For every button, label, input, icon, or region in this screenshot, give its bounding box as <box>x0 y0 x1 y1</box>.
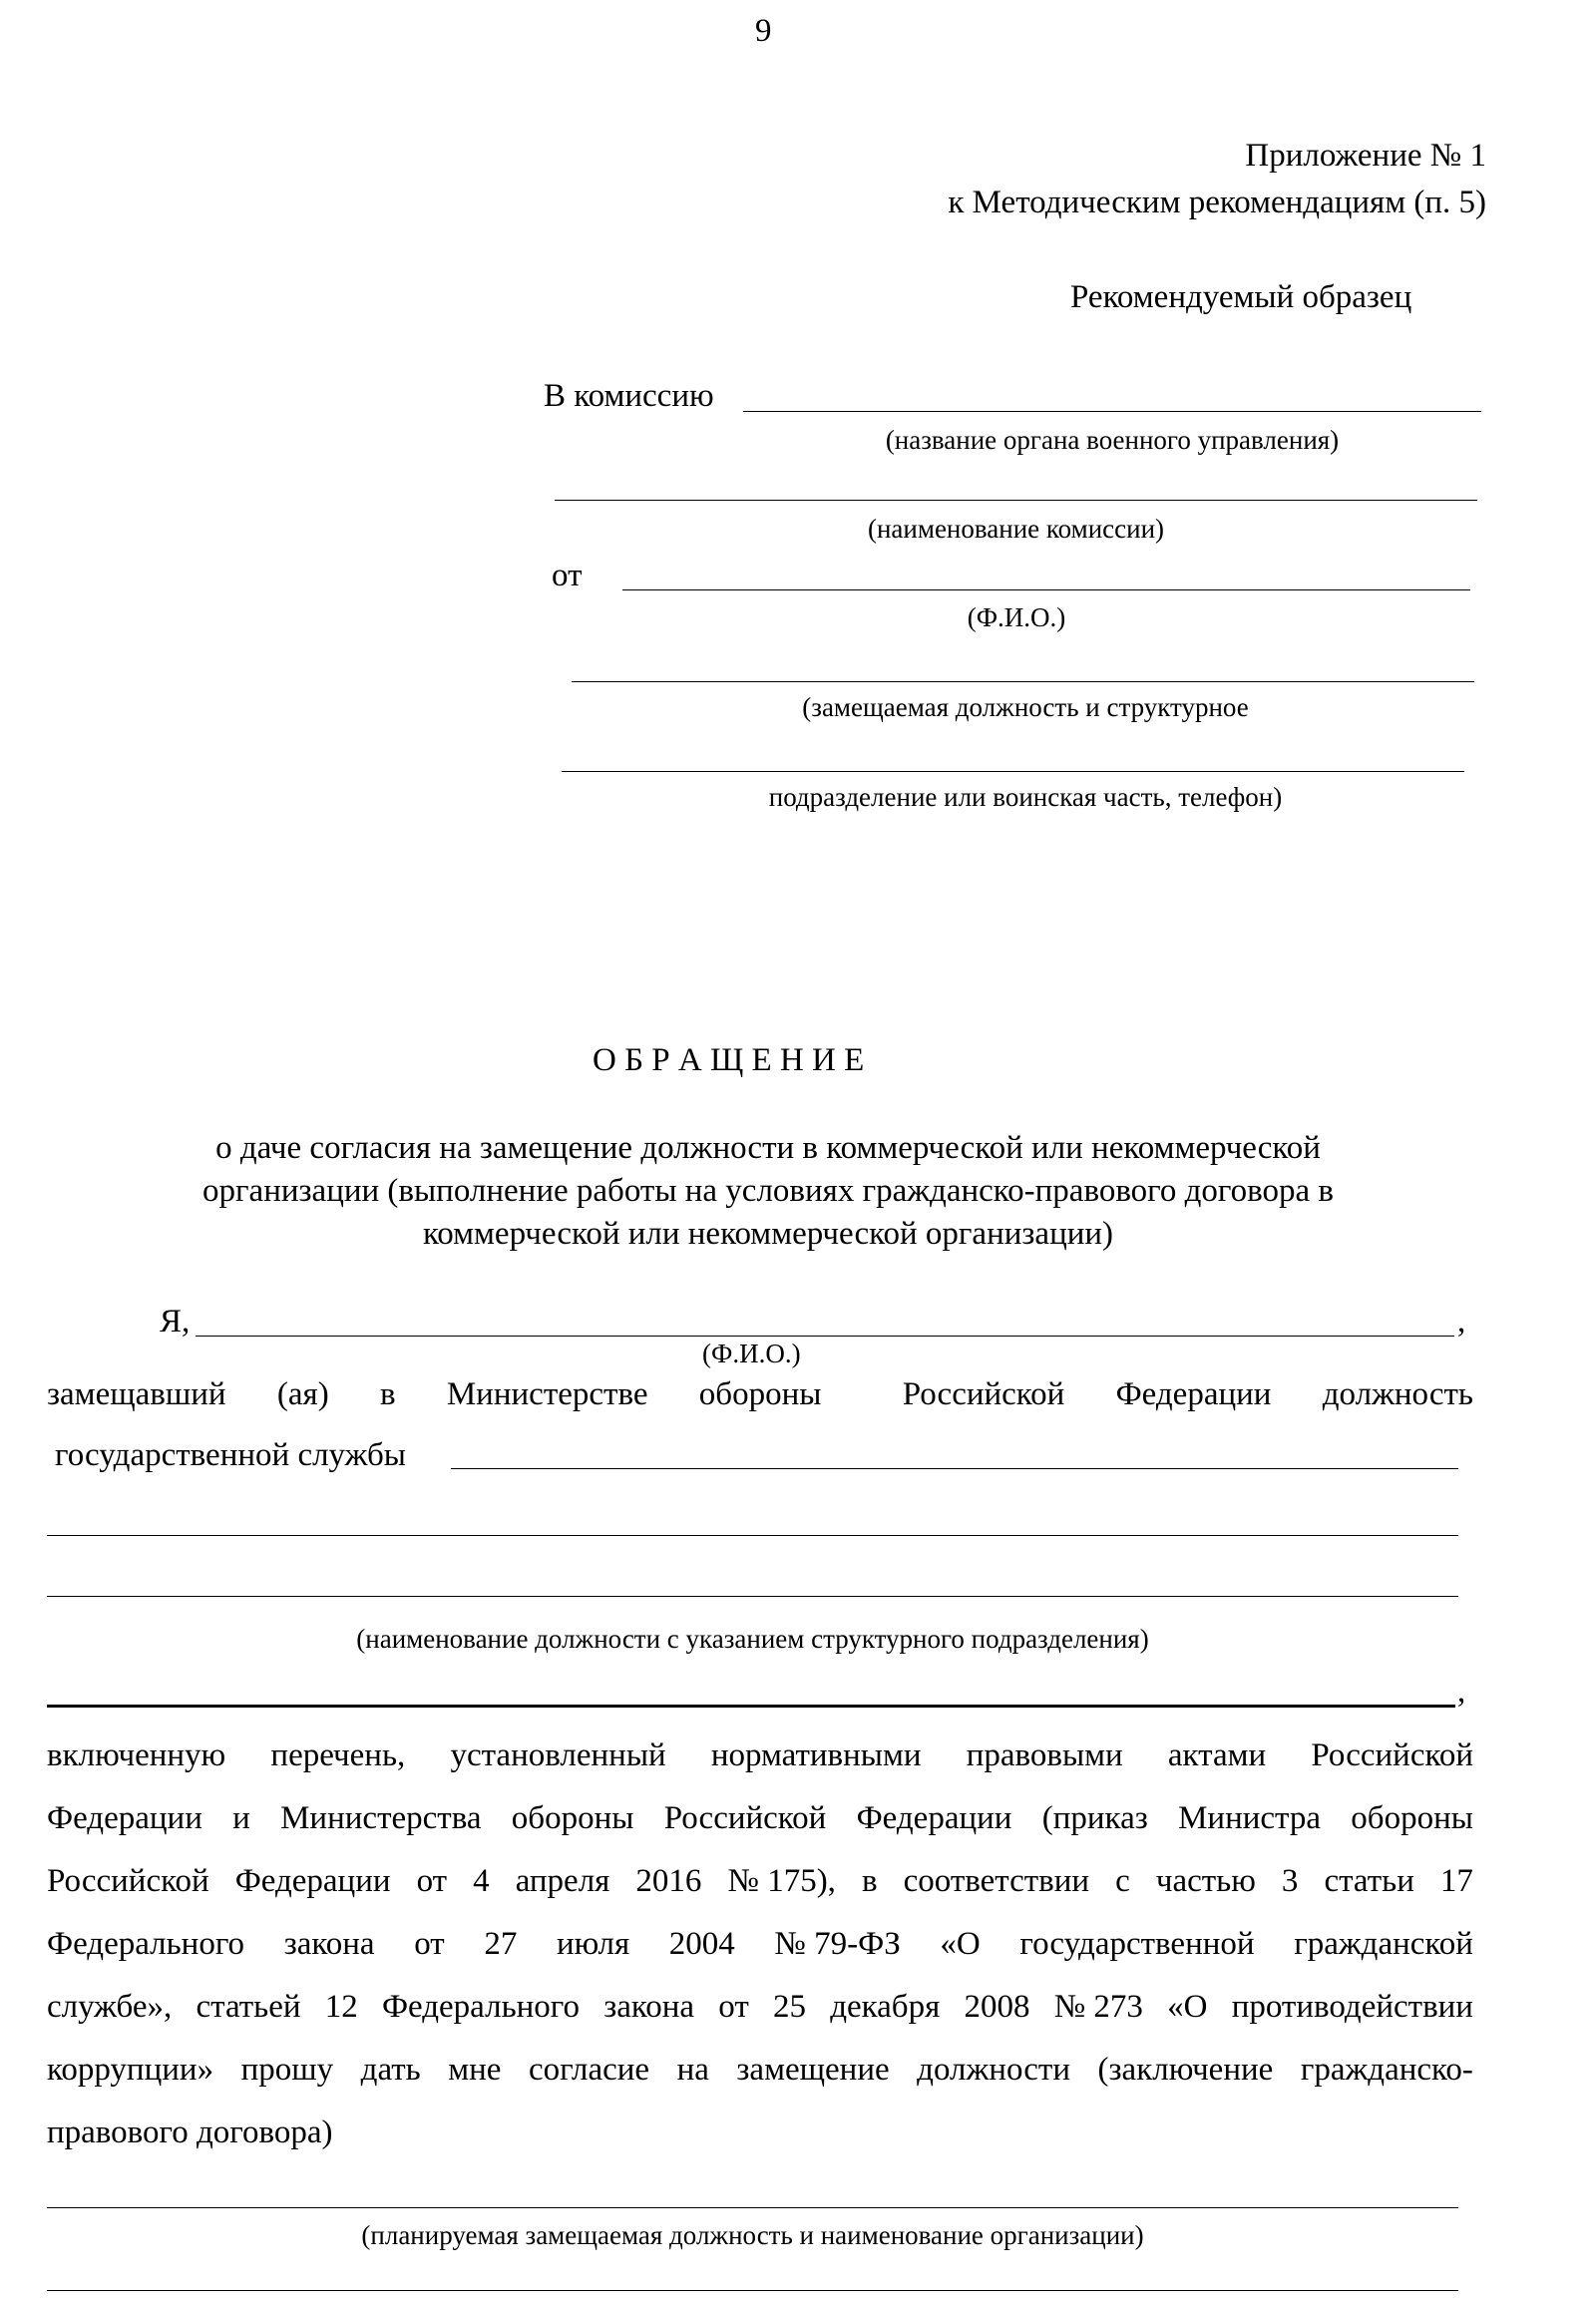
full-name-comma: , <box>1457 1304 1466 1340</box>
civil-position-comma: , <box>1457 1674 1466 1710</box>
paragraph-word: замещение <box>736 2052 890 2088</box>
paragraph-word: Российской <box>663 1800 827 1836</box>
planned-position-field-2[interactable] <box>47 2290 1458 2291</box>
paragraph-word: № 273 <box>1053 1989 1143 2025</box>
full-name-hint: (Ф.И.О.) <box>702 1339 801 1368</box>
paragraph-word: Федерального <box>47 1926 245 1962</box>
paragraph-line-2 <box>47 1802 1473 1835</box>
held-word: обороны <box>698 1376 822 1412</box>
full-name-field[interactable] <box>196 1336 1454 1337</box>
paragraph-word: Министра <box>1178 1800 1322 1836</box>
paragraph-word: прошу <box>240 2052 334 2088</box>
paragraph-word: от <box>416 1863 448 1899</box>
paragraph-word: «О <box>940 1926 981 1962</box>
paragraph-word: государственной <box>1019 1926 1255 1962</box>
paragraph-line-3 <box>47 1865 1473 1898</box>
paragraph-word: 25 <box>772 1989 806 2025</box>
applicant-position-hint-1: (замещаемая должность и структурное <box>802 692 1249 722</box>
applicant-position-field[interactable] <box>572 681 1474 682</box>
paragraph-word: и <box>232 1800 250 1836</box>
paragraph-word: Российской <box>1311 1737 1473 1773</box>
paragraph-word: 27 <box>484 1926 518 1962</box>
held-word: Федерации <box>1115 1376 1272 1412</box>
paragraph-word: гражданской <box>1294 1926 1473 1962</box>
held-word: в <box>379 1376 396 1412</box>
commission-name-hint: (наименование комиссии) <box>867 514 1165 544</box>
civil-position-field-2[interactable] <box>47 1535 1458 1536</box>
paragraph-word: должности <box>917 2052 1070 2088</box>
paragraph-word: декабря <box>830 1989 941 2025</box>
civil-service-label: государственной службы <box>55 1437 406 1473</box>
from-label: от <box>552 558 583 593</box>
applicant-name-field[interactable] <box>622 589 1470 590</box>
paragraph-word: статьей <box>196 1989 301 2025</box>
paragraph-word: на <box>676 2052 709 2088</box>
paragraph-word: актами <box>1167 1737 1267 1773</box>
paragraph-word: противодействии <box>1231 1989 1473 2025</box>
paragraph-word: Федерации <box>47 1800 202 1836</box>
paragraph-word: апреля <box>515 1863 610 1899</box>
paragraph-word: Федерального <box>381 1989 581 2025</box>
paragraph-line-1 <box>47 1739 1473 1772</box>
paragraph-word: согласие <box>528 2052 650 2088</box>
appendix-title: Приложение № 1 <box>1245 138 1486 174</box>
paragraph-line-4 <box>47 1928 1473 1961</box>
paragraph-word: 2004 <box>668 1926 735 1962</box>
paragraph-word: 17 <box>1439 1863 1473 1899</box>
applicant-position-hint-2: подразделение или воинская часть, телефон) <box>768 782 1283 812</box>
applicant-name-hint: (Ф.И.О.) <box>967 602 1066 632</box>
commission-body-field[interactable] <box>743 411 1481 412</box>
paragraph-word: июля <box>556 1926 630 1962</box>
planned-position-field[interactable] <box>47 2207 1458 2208</box>
paragraph-word: Российской <box>47 1863 209 1899</box>
paragraph-word: 2008 <box>964 1989 1030 2025</box>
paragraph-word: закона <box>603 1989 695 2025</box>
document-subtitle-line-3: коммерческой или некоммерческой организации) <box>422 1216 1114 1252</box>
document-subtitle-line-1: о даче согласия на замещение должности в коммерческой или некоммерческой <box>215 1130 1321 1166</box>
paragraph-word: № 175), <box>727 1863 836 1899</box>
paragraph-word: службе», <box>47 1989 173 2025</box>
paragraph-word: Федерации <box>856 1800 1012 1836</box>
paragraph-word: гражданско- <box>1300 2052 1473 2088</box>
paragraph-word: включенную <box>47 1737 226 1773</box>
paragraph-word: нормативными <box>710 1737 922 1773</box>
paragraph-line-5 <box>47 1991 1473 2024</box>
held-word: замещавший <box>47 1376 226 1412</box>
page-number: 9 <box>755 13 772 49</box>
civil-position-field-4[interactable] <box>47 1705 1455 1708</box>
paragraph-word: Федерации <box>234 1863 391 1899</box>
held-word: (ая) <box>276 1376 329 1412</box>
civil-position-hint: (наименование должности с указанием структурного подразделения) <box>356 1624 1149 1654</box>
paragraph-word: соответствии <box>903 1863 1090 1899</box>
paragraph-word: частью <box>1155 1863 1256 1899</box>
held-word: Российской <box>902 1376 1065 1412</box>
paragraph-word: 4 <box>473 1863 490 1899</box>
paragraph-word: 3 <box>1281 1863 1299 1899</box>
paragraph-word: установленный <box>450 1737 666 1773</box>
paragraph-word: обороны <box>511 1800 634 1836</box>
to-commission-label: В комиссию <box>544 378 714 414</box>
paragraph-word: 12 <box>324 1989 358 2025</box>
held-position-line <box>47 1378 1473 1411</box>
paragraph-word: дать <box>360 2052 421 2088</box>
paragraph-word: коррупции» <box>47 2052 214 2088</box>
applicant-unit-field[interactable] <box>562 771 1464 772</box>
held-word: Министерстве <box>446 1376 648 1412</box>
paragraph-line-7: правового договора) <box>47 2114 333 2150</box>
paragraph-word: с <box>1115 1863 1130 1899</box>
sample-label: Рекомендуемый образец <box>1070 279 1412 315</box>
paragraph-word: 2016 <box>635 1863 702 1899</box>
commission-name-field[interactable] <box>555 500 1477 501</box>
commission-body-hint: (название органа военного управления) <box>885 425 1340 455</box>
paragraph-word: № 79-ФЗ <box>774 1926 901 1962</box>
paragraph-word: правовыми <box>966 1737 1123 1773</box>
paragraph-word: статьи <box>1324 1863 1414 1899</box>
paragraph-word: Министерства <box>280 1800 482 1836</box>
paragraph-word: от <box>414 1926 445 1962</box>
paragraph-word: в <box>861 1863 878 1899</box>
civil-position-field-1[interactable] <box>451 1468 1458 1469</box>
appendix-reference: к Методическим рекомендациям (п. 5) <box>948 185 1486 220</box>
paragraph-line-6 <box>47 2054 1473 2087</box>
paragraph-word: мне <box>448 2052 502 2088</box>
planned-position-hint: (планируемая замещаемая должность и наименование организации) <box>361 2220 1144 2250</box>
document-subtitle-line-2: организации (выполнение работы на условиях гражданско-правового договора в <box>202 1173 1334 1209</box>
i-prefix: Я, <box>160 1304 191 1340</box>
paragraph-word: закона <box>283 1926 375 1962</box>
paragraph-word: обороны <box>1351 1800 1473 1836</box>
held-word: должность <box>1322 1376 1473 1412</box>
civil-position-field-3[interactable] <box>47 1596 1458 1597</box>
paragraph-word: перечень, <box>270 1737 406 1773</box>
paragraph-word: (заключение <box>1097 2052 1274 2088</box>
paragraph-word: от <box>718 1989 749 2025</box>
paragraph-word: «О <box>1167 1989 1208 2025</box>
document-title: О Б Р А Щ Е Н И Е <box>593 1042 865 1078</box>
paragraph-word: (приказ <box>1041 1800 1148 1836</box>
